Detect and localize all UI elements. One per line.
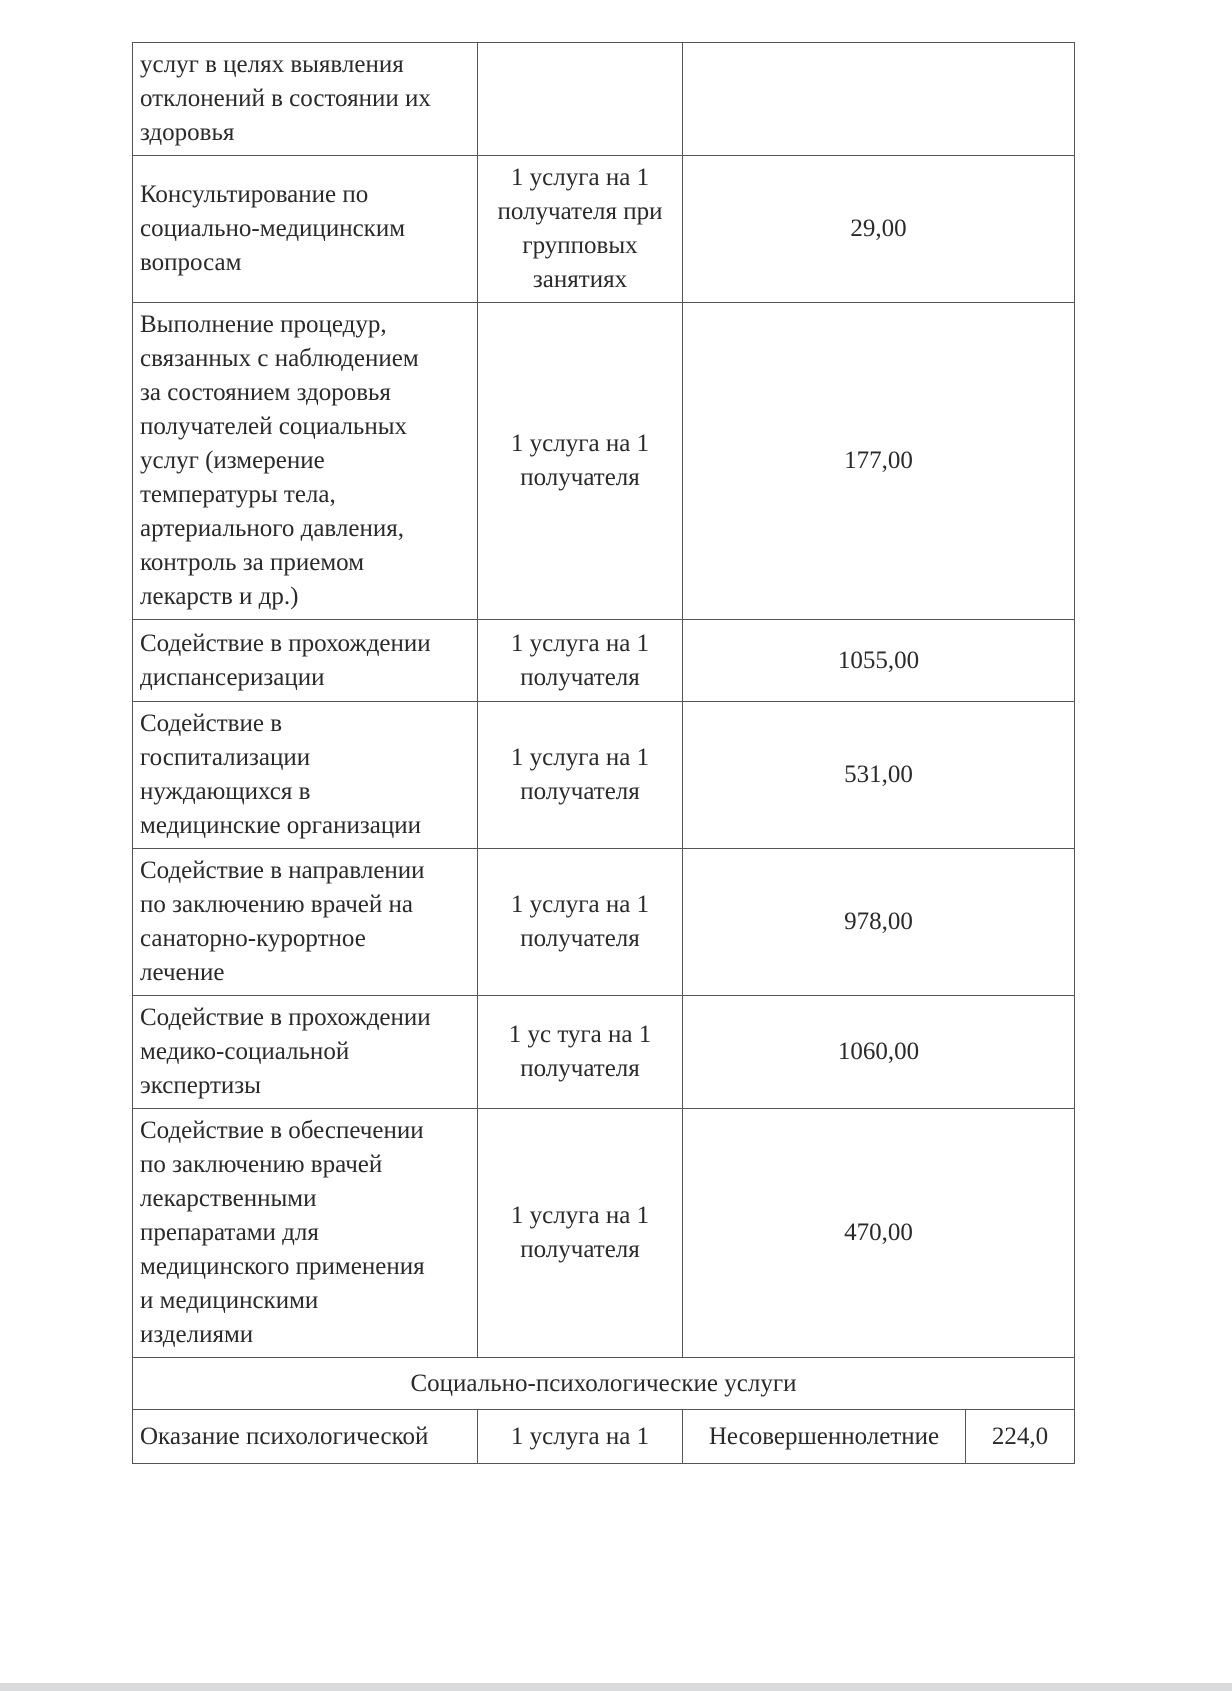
service-name-line: температуры тела, bbox=[140, 481, 336, 508]
service-name-line: Консультирование по bbox=[140, 181, 369, 208]
unit-line: получателя bbox=[520, 778, 640, 805]
service-name-line: Содействие в прохождении bbox=[140, 1004, 431, 1031]
service-name-line: изделиями bbox=[140, 1321, 254, 1348]
table-row bbox=[133, 303, 1075, 620]
price-cell: 29,00 bbox=[683, 156, 1075, 303]
service-name-line: нуждающихся в bbox=[140, 778, 311, 805]
service-name-line: получателей социальных bbox=[140, 413, 407, 440]
unit-line: 1 услуга на 1 bbox=[510, 164, 650, 191]
service-name-line: санаторно-курортное bbox=[140, 925, 366, 952]
unit-line: получателя bbox=[520, 925, 640, 952]
service-name-cell bbox=[133, 702, 478, 849]
service-name-line: диспансеризации bbox=[140, 663, 325, 691]
unit-cell bbox=[478, 303, 683, 620]
unit-line: получателя bbox=[520, 1055, 640, 1082]
unit-line: получателя bbox=[520, 663, 640, 691]
unit-cell bbox=[478, 620, 683, 702]
service-name-line: Выполнение процедур, bbox=[140, 311, 387, 338]
table-row bbox=[133, 996, 1075, 1109]
service-name-line: вопросам bbox=[140, 249, 242, 276]
service-name-cell: Оказание психологической bbox=[133, 1410, 478, 1464]
service-name-line: связанных с наблюдением bbox=[140, 345, 419, 372]
unit-cell: 1 услуга на 1 bbox=[478, 1410, 683, 1464]
recipient-category-cell: Несовершеннолетние bbox=[683, 1410, 966, 1464]
service-name-line: по заключению врачей на bbox=[140, 891, 413, 918]
service-name-line: медико-социальной bbox=[140, 1038, 350, 1065]
service-name-line: медицинского применения bbox=[140, 1253, 425, 1280]
service-name-line: госпитализации bbox=[140, 744, 311, 771]
service-name-line: Содействие в обеспечении bbox=[140, 1117, 424, 1144]
service-name-cell bbox=[133, 849, 478, 996]
unit-line: получателя при bbox=[497, 198, 663, 225]
table-row bbox=[133, 849, 1075, 996]
service-name-line: здоровья bbox=[140, 119, 235, 146]
unit-line: 1 услуга на 1 bbox=[510, 629, 650, 657]
price-cell: 1055,00 bbox=[683, 620, 1075, 702]
table-body bbox=[133, 43, 1075, 1464]
service-name-line: услуг в целях выявления bbox=[140, 51, 404, 78]
unit-cell bbox=[478, 1109, 683, 1358]
price-cell: 470,00 bbox=[683, 1109, 1075, 1358]
service-name-line: Содействие в прохождении bbox=[140, 629, 431, 657]
service-name-line: экспертизы bbox=[140, 1072, 261, 1099]
unit-cell bbox=[478, 43, 683, 156]
services-tariff-table bbox=[132, 42, 1075, 1464]
table-row bbox=[133, 1410, 1075, 1464]
service-name-line: контроль за приемом bbox=[140, 549, 365, 576]
table-row bbox=[133, 702, 1075, 849]
table-row bbox=[133, 156, 1075, 303]
unit-line: занятиях bbox=[532, 266, 628, 293]
price-cell: 1060,00 bbox=[683, 996, 1075, 1109]
service-name-line: социально-медицинским bbox=[140, 215, 406, 242]
service-name-cell bbox=[133, 43, 478, 156]
unit-cell bbox=[478, 156, 683, 303]
section-header-row bbox=[133, 1358, 1075, 1410]
service-name-cell bbox=[133, 1109, 478, 1358]
table-row bbox=[133, 43, 1075, 156]
unit-line: 1 услуга на 1 bbox=[510, 891, 650, 918]
service-name-line: по заключению врачей bbox=[140, 1151, 383, 1178]
section-title: Социально-психологические услуги bbox=[133, 1358, 1075, 1410]
service-name-line: Содействие в bbox=[140, 710, 283, 737]
service-name-line: лекарств и др.) bbox=[140, 583, 299, 610]
service-name-line: артериального давления, bbox=[140, 515, 404, 542]
service-name-line: отклонений в состоянии их bbox=[140, 85, 431, 112]
service-name-line: медицинские организации bbox=[140, 812, 422, 839]
service-name-cell bbox=[133, 156, 478, 303]
service-name-line: лечение bbox=[140, 959, 225, 986]
service-name-cell bbox=[133, 620, 478, 702]
unit-line: получателя bbox=[520, 464, 640, 491]
service-name-line: за состоянием здоровья bbox=[140, 379, 391, 406]
unit-line: 1 ус туга на 1 bbox=[508, 1021, 652, 1048]
unit-line: 1 услуга на 1 bbox=[510, 430, 650, 457]
price-cell: 531,00 bbox=[683, 702, 1075, 849]
service-name-cell bbox=[133, 303, 478, 620]
unit-line: 1 услуга на 1 bbox=[510, 744, 650, 771]
service-name-line: препаратами для bbox=[140, 1219, 319, 1246]
service-name-line: Содействие в направлении bbox=[140, 857, 425, 884]
service-name-line: и медицинскими bbox=[140, 1287, 319, 1314]
unit-line: получателя bbox=[520, 1236, 640, 1263]
unit-line: групповых bbox=[522, 232, 638, 259]
table-row bbox=[133, 620, 1075, 702]
service-name-line: лекарственными bbox=[140, 1185, 317, 1212]
price-cell: 978,00 bbox=[683, 849, 1075, 996]
unit-line: 1 услуга на 1 bbox=[510, 1202, 650, 1229]
unit-cell bbox=[478, 996, 683, 1109]
price-cell: 177,00 bbox=[683, 303, 1075, 620]
price-cell bbox=[683, 43, 1075, 156]
unit-cell bbox=[478, 702, 683, 849]
unit-cell bbox=[478, 849, 683, 996]
service-name-line: услуг (измерение bbox=[140, 447, 325, 474]
price-cell: 224,0 bbox=[966, 1410, 1075, 1464]
table-row bbox=[133, 1109, 1075, 1358]
service-name-cell bbox=[133, 996, 478, 1109]
scan-edge-strip bbox=[0, 1683, 1232, 1691]
